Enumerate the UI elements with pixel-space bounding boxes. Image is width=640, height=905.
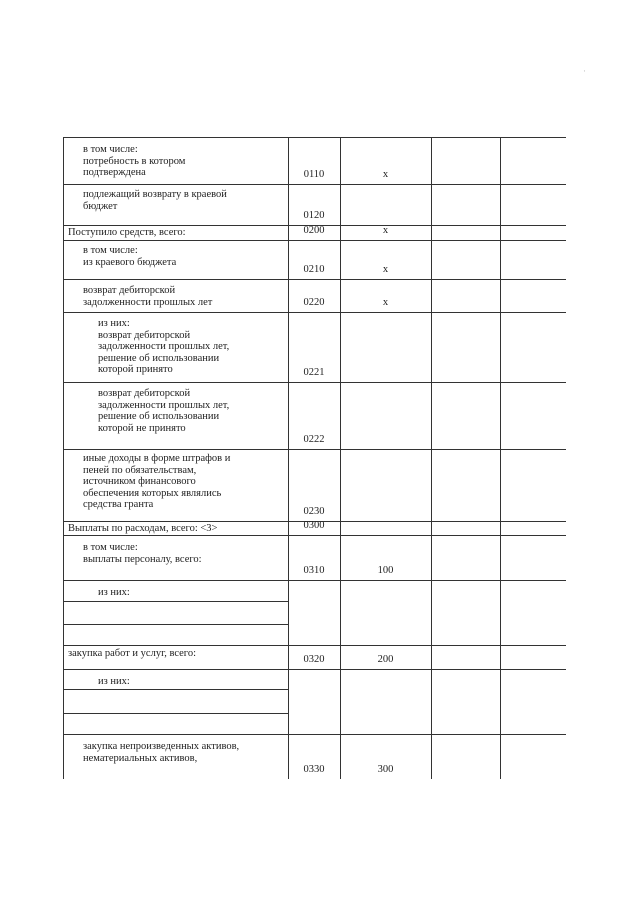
row-code: 0310 [303, 565, 325, 576]
row-label: из них: [98, 587, 130, 598]
row-label: подлежащий возврату в краевой бюджет [83, 189, 227, 212]
row-label: иные доходы в форме штрафов и пеней по обязательствам, источником финансового обеспечения которых являлись средства гранта [83, 453, 231, 510]
row-kosgu: x [382, 225, 389, 236]
row-label: в том числе: из краевого бюджета [83, 245, 177, 268]
row-label: Выплаты по расходам, всего: <3> [68, 523, 218, 534]
row-code: 0110 [303, 169, 325, 180]
row-code: 0222 [303, 434, 325, 445]
scan-mark: · [583, 66, 586, 76]
row-code: 0330 [303, 764, 325, 775]
row-code: 0200 [303, 225, 325, 236]
row-code: 0320 [303, 654, 325, 665]
row-kosgu: x [382, 297, 389, 308]
row-label: закупка непроизведенных активов, нематериальных активов, [83, 741, 240, 764]
row-label: из них: возврат дебиторской задолженности прошлых лет, решение об использовании которой принято [98, 318, 230, 375]
row-label: в том числе: выплаты персоналу, всего: [83, 542, 202, 565]
row-code: 0120 [303, 210, 325, 221]
row-code: 0300 [303, 520, 325, 531]
row-kosgu: x [382, 169, 389, 180]
row-kosgu: 100 [377, 565, 394, 576]
row-kosgu: 200 [377, 654, 394, 665]
row-code: 0220 [303, 297, 325, 308]
row-label: возврат дебиторской задолженности прошлых лет, решение об использовании которой не принято [98, 388, 230, 434]
row-kosgu: 300 [377, 764, 394, 775]
row-code: 0221 [303, 367, 325, 378]
row-kosgu: x [382, 264, 389, 275]
row-label: Поступило средств, всего: [68, 227, 186, 238]
row-label: возврат дебиторской задолженности прошлых лет [83, 285, 213, 308]
row-code: 0210 [303, 264, 325, 275]
row-label: закупка работ и услуг, всего: [68, 648, 197, 659]
row-label: в том числе: потребность в котором подтверждена [83, 144, 186, 178]
budget-report-table [63, 137, 566, 779]
row-code: 0230 [303, 506, 325, 517]
row-label: из них: [98, 676, 130, 687]
